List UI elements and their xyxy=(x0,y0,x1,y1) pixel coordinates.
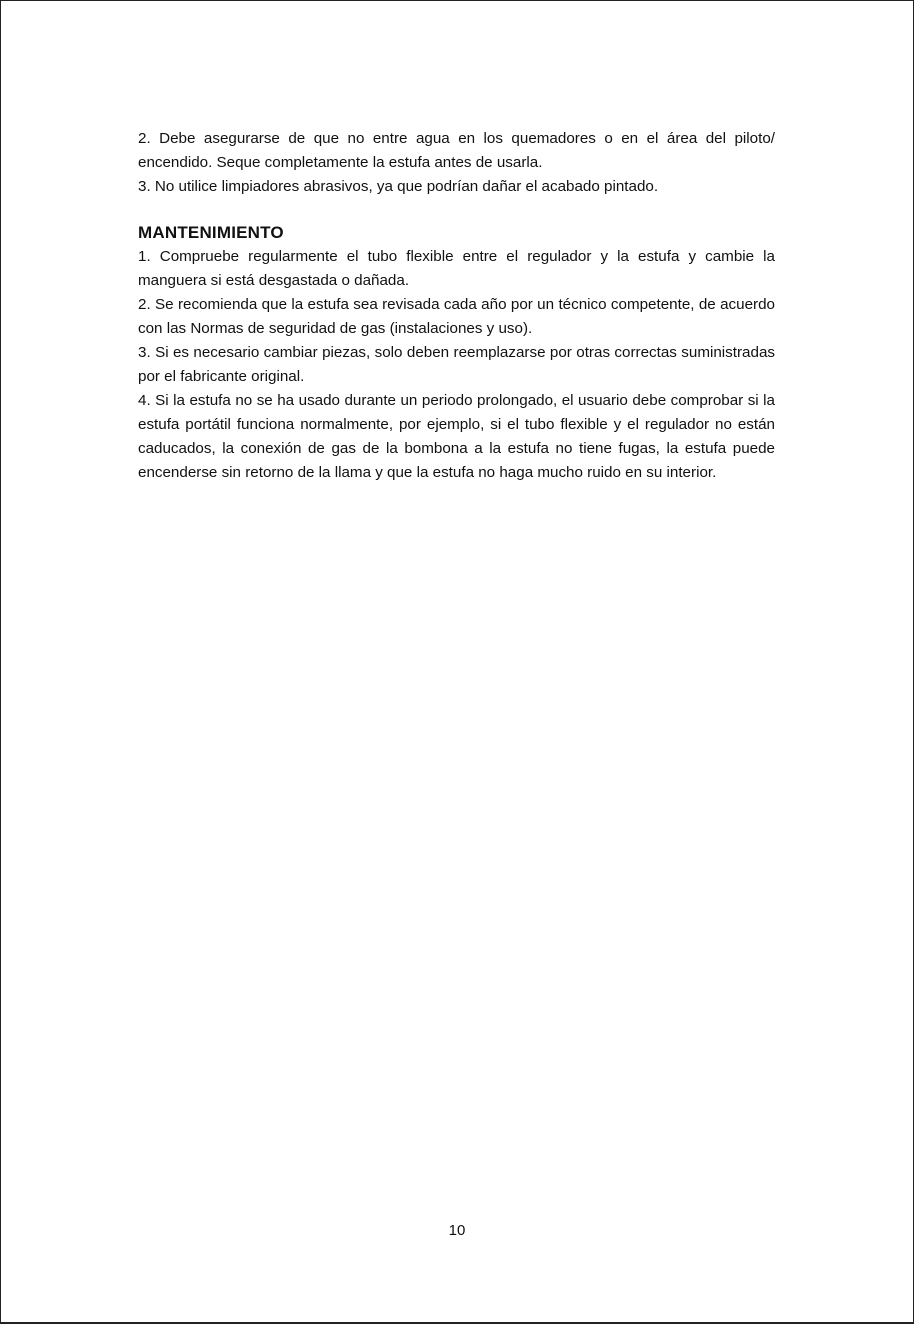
maintenance-item-2: 2. Se recomienda que la estufa sea revisada cada año por un técnico competente, de acuerdo con las Normas de seguridad de gas (instalaciones y uso). xyxy=(138,296,775,337)
maintenance-item-3: 3. Si es necesario cambiar piezas, solo deben reemplazarse por otras correctas suministradas por el fabricante original. xyxy=(138,344,775,385)
section-spacer xyxy=(138,199,775,221)
maintenance-item-4: 4. Si la estufa no se ha usado durante un periodo prolongado, el usuario debe comprobar si la estufa portátil funciona normalmente, por ejemplo, si el tubo flexible y el regulador no están caducados, la conexión de gas de la bombona a la estufa no tiene fugas, la estufa puede encenderse sin retorno de la llama y que la estufa no haga mucho ruido en su interior. xyxy=(138,392,775,481)
document-body xyxy=(138,127,775,485)
cleaning-item-2: 2. Debe asegurarse de que no entre agua en los quemadores o en el área del piloto/ encendido. Seque completamente la estufa antes de usarla. xyxy=(138,130,775,171)
maintenance-item-1: 1. Compruebe regularmente el tubo flexible entre el regulador y la estufa y cambie la manguera si está desgastada o dañada. xyxy=(138,248,775,289)
cleaning-item-3: 3. No utilice limpiadores abrasivos, ya que podrían dañar el acabado pintado. xyxy=(138,178,659,195)
page-number: 10 xyxy=(448,1222,466,1239)
maintenance-heading: MANTENIMIENTO xyxy=(138,223,284,242)
